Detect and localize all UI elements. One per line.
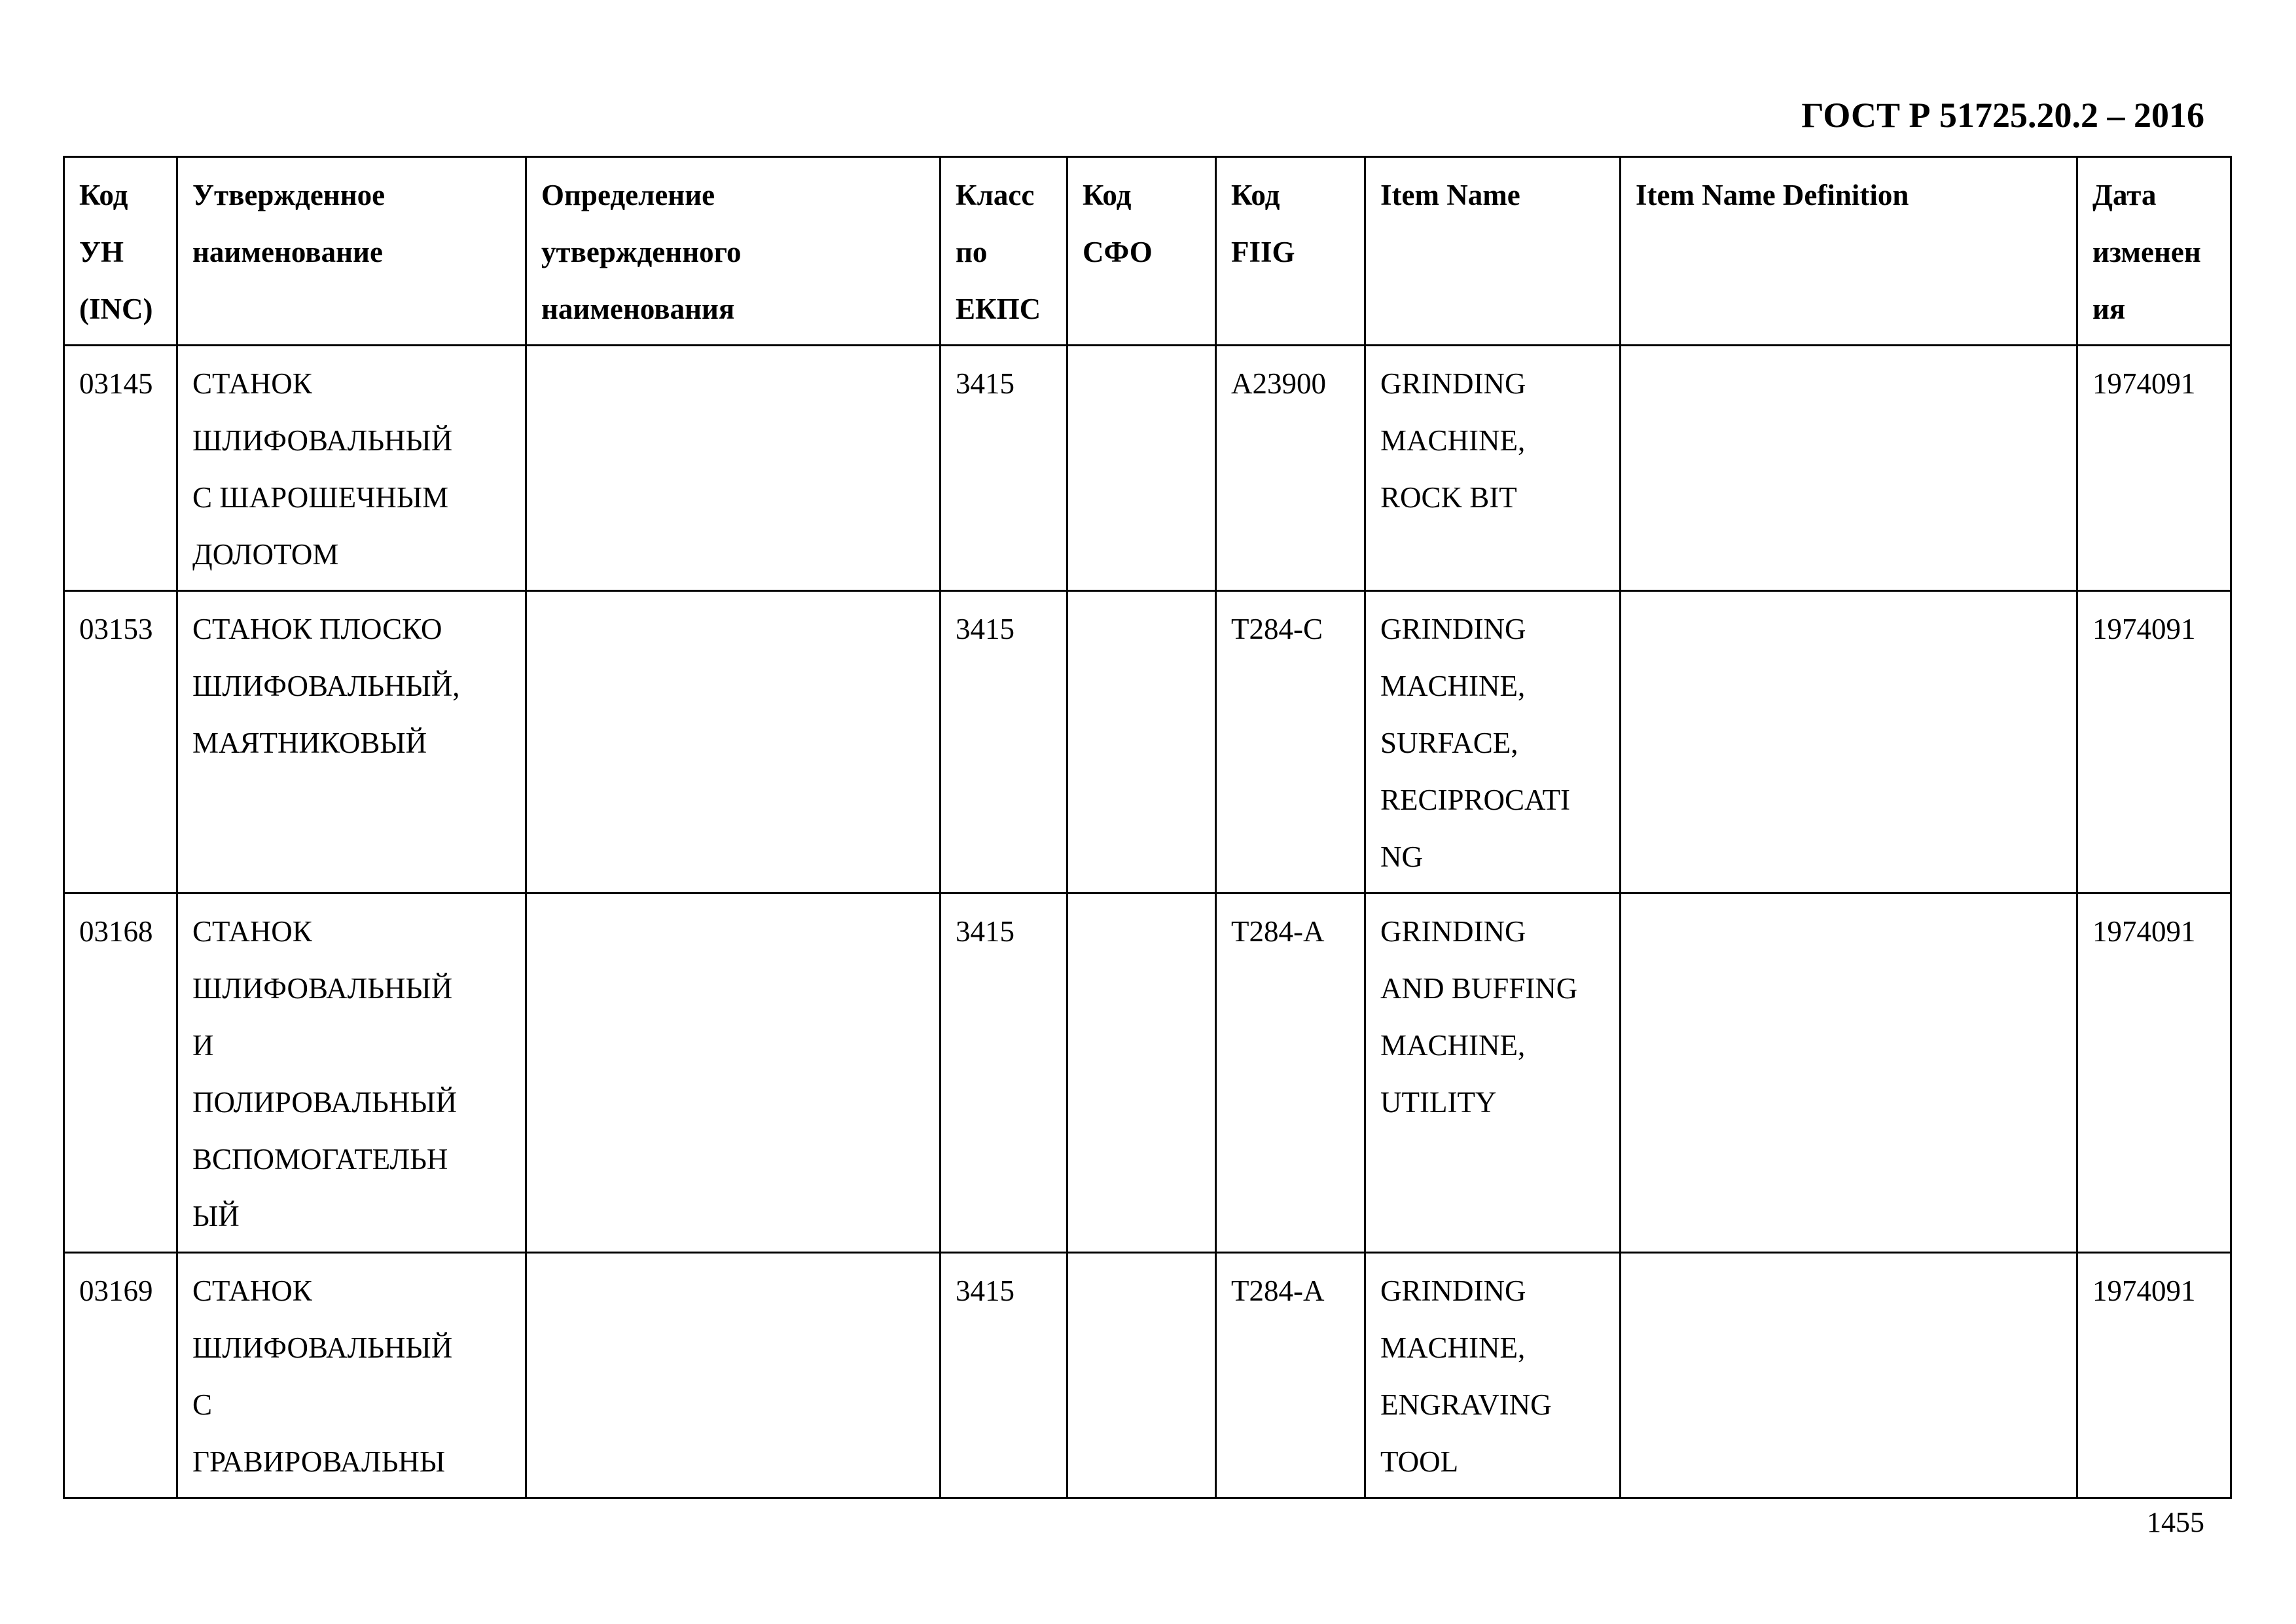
cell-change-date: 1974091 [2077,893,2231,1253]
cell-item-name-definition [1621,1253,2077,1498]
column-header-ekps-class: Класс по ЕКПС [941,157,1067,346]
column-header-inc: Код УН (INC) [64,157,177,346]
cell-fiig-code: T284-C [1216,591,1365,893]
column-header-item-name: Item Name [1365,157,1621,346]
cell-change-date: 1974091 [2077,591,2231,893]
table-row [64,1253,2231,1498]
cell-item-name: GRINDING MACHINE, SURFACE, RECIPROCATI NG [1365,591,1621,893]
cell-approved-name: СТАНОК ШЛИФОВАЛЬНЫЙ И ПОЛИРОВАЛЬНЫЙ ВСПОМОГАТЕЛЬН ЫЙ [177,893,526,1253]
cell-item-name: GRINDING MACHINE, ROCK BIT [1365,346,1621,591]
item-names-table [63,156,2232,1499]
cell-name-definition [526,893,941,1253]
cell-item-name-definition [1621,893,2077,1253]
cell-approved-name: СТАНОК ШЛИФОВАЛЬНЫЙ С ШАРОШЕЧНЫМ ДОЛОТОМ [177,346,526,591]
cell-sfo-code [1067,1253,1216,1498]
cell-ekps-class: 3415 [941,893,1067,1253]
table-header-row [64,157,2231,346]
cell-item-name: GRINDING AND BUFFING MACHINE, UTILITY [1365,893,1621,1253]
table-row [64,893,2231,1253]
cell-name-definition [526,1253,941,1498]
cell-inc: 03169 [64,1253,177,1498]
column-header-change-date: Дата изменен ия [2077,157,2231,346]
cell-inc: 03145 [64,346,177,591]
cell-inc: 03153 [64,591,177,893]
cell-fiig-code: T284-A [1216,893,1365,1253]
cell-name-definition [526,346,941,591]
column-header-fiig-code: Код FIIG [1216,157,1365,346]
cell-name-definition [526,591,941,893]
cell-fiig-code: T284-A [1216,1253,1365,1498]
column-header-item-name-definition: Item Name Definition [1621,157,2077,346]
table-row [64,591,2231,893]
cell-item-name: GRINDING MACHINE, ENGRAVING TOOL [1365,1253,1621,1498]
cell-ekps-class: 3415 [941,591,1067,893]
column-header-sfo-code: Код СФО [1067,157,1216,346]
cell-approved-name: СТАНОК ШЛИФОВАЛЬНЫЙ С ГРАВИРОВАЛЬНЫ [177,1253,526,1498]
cell-change-date: 1974091 [2077,1253,2231,1498]
column-header-approved-name: Утвержденное наименование [177,157,526,346]
cell-item-name-definition [1621,346,2077,591]
cell-ekps-class: 3415 [941,1253,1067,1498]
column-header-name-definition: Определение утвержденного наименования [526,157,941,346]
cell-change-date: 1974091 [2077,346,2231,591]
table-row [64,346,2231,591]
document-header-title: ГОСТ Р 51725.20.2 – 2016 [1801,96,2204,135]
cell-approved-name: СТАНОК ПЛОСКО ШЛИФОВАЛЬНЫЙ, МАЯТНИКОВЫЙ [177,591,526,893]
page-number: 1455 [2147,1506,2204,1538]
cell-ekps-class: 3415 [941,346,1067,591]
cell-inc: 03168 [64,893,177,1253]
cell-sfo-code [1067,591,1216,893]
cell-sfo-code [1067,346,1216,591]
cell-item-name-definition [1621,591,2077,893]
cell-sfo-code [1067,893,1216,1253]
cell-fiig-code: A23900 [1216,346,1365,591]
